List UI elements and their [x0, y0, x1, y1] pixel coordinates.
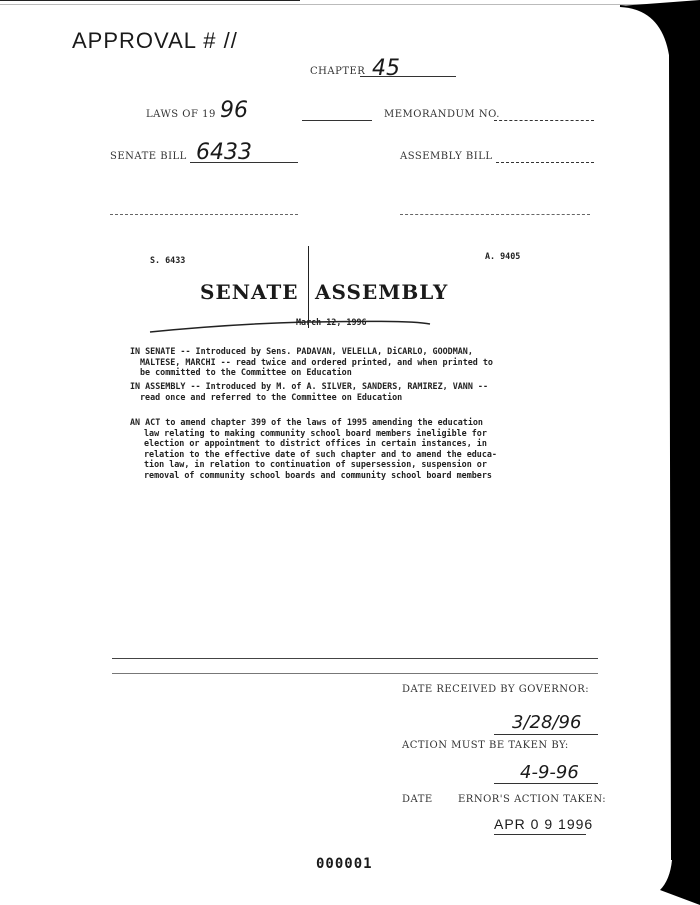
blank-line-left — [110, 214, 298, 215]
top-border-line-faint — [0, 4, 700, 5]
action-by-label: ACTION MUST BE TAKEN BY: — [402, 740, 569, 751]
senate-intro-line: MALTESE, MARCHI -- read twice and ordered printed, and when printed to — [140, 356, 493, 367]
laws-of-value: 96 — [220, 98, 248, 123]
assembly-intro-line: IN ASSEMBLY -- Introduced by M. of A. SILVER, SANDERS, RAMIREZ, VANN -- — [130, 381, 488, 391]
action-by-value: 4-9-96 — [520, 762, 579, 783]
laws-of-underline — [302, 120, 372, 121]
chapter-label: CHAPTER — [310, 66, 366, 77]
senate-intro-line: be committed to the Committee on Education — [140, 367, 352, 377]
title-senate: SENATE — [200, 280, 299, 304]
separator-line — [112, 658, 598, 659]
act-text-line: relation to the effective date of such chapter and to amend the educa- — [144, 448, 497, 459]
blank-line-right — [400, 214, 590, 215]
act-text-line: election or appointment to district offices in certain instances, in — [144, 438, 487, 448]
senate-bill-underline — [190, 162, 298, 163]
memorandum-label: MEMORANDUM NO. — [384, 109, 500, 120]
title-assembly: ASSEMBLY — [315, 280, 449, 304]
scan-edge-shadow — [600, 0, 700, 905]
assembly-number: A. 9405 — [485, 251, 521, 261]
chapter-value: 45 — [372, 56, 400, 81]
laws-of-label: LAWS OF 19 — [146, 109, 216, 120]
received-value: 3/28/96 — [512, 712, 582, 733]
act-text-line: removal of community school boards and community school board members — [144, 469, 492, 480]
action-taken-label: ERNOR'S ACTION TAKEN: — [458, 794, 607, 805]
action-by-underline — [494, 783, 598, 784]
page-number: 000001 — [316, 856, 373, 872]
senate-number: S. 6433 — [150, 255, 186, 265]
action-taken-label-date: DATE — [402, 794, 433, 805]
assembly-intro — [130, 381, 488, 402]
action-taken-underline — [494, 834, 586, 835]
act-text — [130, 417, 497, 480]
act-text-line: law relating to making community school board members ineligible for — [144, 427, 487, 438]
received-label: DATE RECEIVED BY GOVERNOR: — [402, 684, 590, 695]
top-border-line — [0, 0, 300, 1]
act-text-line: tion law, in relation to continuation of supersession, suspension or — [144, 459, 487, 469]
received-underline — [494, 734, 598, 735]
approval-number: APPROVAL # // — [72, 28, 238, 53]
introduced-date: March 12, 1996 — [296, 317, 367, 327]
act-text-line: AN ACT to amend chapter 399 of the laws of 1995 amending the education — [130, 417, 483, 427]
action-taken-stamp: APR 0 9 1996 — [494, 816, 594, 832]
assembly-intro-line: read once and referred to the Committee on Education — [140, 391, 403, 402]
memorandum-underline — [494, 120, 594, 121]
senate-intro-line: IN SENATE -- Introduced by Sens. PADAVAN, VELELLA, DiCARLO, GOODMAN, — [130, 346, 473, 356]
senate-bill-value: 6433 — [196, 140, 252, 165]
senate-intro — [130, 346, 493, 378]
senate-bill-label: SENATE BILL — [110, 151, 187, 162]
bill-excerpt — [110, 240, 570, 490]
assembly-bill-underline — [496, 162, 594, 163]
assembly-bill-label: ASSEMBLY BILL — [400, 151, 493, 162]
separator-line — [112, 673, 598, 674]
